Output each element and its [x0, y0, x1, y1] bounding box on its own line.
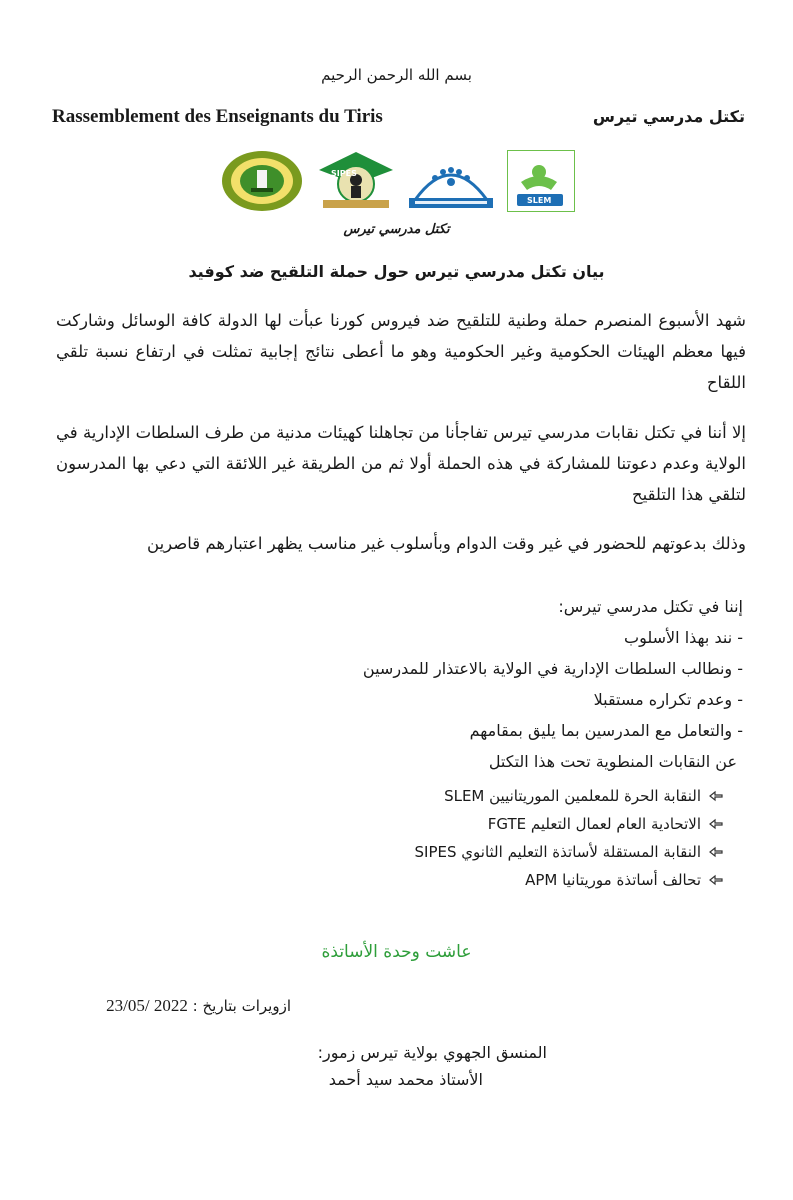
union-name: تحالف أساتذة موريتانيا APM — [525, 871, 701, 889]
demand-item: - والتعامل مع المدرسين بما يليق بمقامهم — [469, 721, 743, 740]
basmala: بسم الله الرحمن الرحيم — [321, 66, 472, 84]
date-label: ازويرات بتاريخ : — [192, 997, 291, 1015]
date-value: 23/05/ 2022 — [106, 996, 188, 1015]
paragraph-1: شهد الأسبوع المنصرم حملة وطنية للتلقيح ضد فيروس كورنا عبأت لها الدولة كافة الوسائل وشاركت فيها معظم الهيئات الحكومية وغير الحكومية وهو ما أعطى نتائج إجابية تمثلت في ارتفاع نسبة تلقي اللقاح — [56, 311, 746, 392]
hand-pointer-icon — [709, 873, 723, 887]
svg-text:SIPES: SIPES — [331, 169, 357, 178]
union-name: النقابة الحرة للمعلمين الموريتانيين SLEM — [444, 787, 701, 805]
signature-title: المنسق الجهوي بولاية تيرس زمور: — [317, 1043, 547, 1062]
sipes-logo — [317, 150, 395, 212]
union-item — [303, 871, 723, 889]
signature-name: الأستاذ محمد سيد أحمد — [328, 1070, 483, 1089]
union-name: الاتحادية العام لعمال التعليم FGTE — [487, 815, 701, 833]
union-name: النقابة المستقلة لأساتذة التعليم الثانوي SIPES — [414, 843, 701, 861]
fgte-logo — [405, 150, 497, 212]
header-title-fr: Rassemblement des Enseignants du Tiris — [52, 106, 383, 127]
date-line — [106, 996, 291, 1016]
demand-item: - نند بهذا الأسلوب — [624, 628, 743, 647]
hand-pointer-icon — [709, 789, 723, 803]
paragraph-2: إلا أننا في تكتل نقابات مدرسي تيرس تفاجأنا من تجاهلنا كهيئات مدنية من طرف السلطات الإدارية في الولاية وعدم دعوتنا للمشاركة في هذه الحملة أولا ثم من الطريقة غير اللائقة التي دعي بها المدرسون لتلقي هذا التلقيح — [56, 423, 746, 504]
header-title-ar: تكتل مدرسي تيرس — [592, 107, 745, 126]
demands-intro: إننا في تكتل مدرسي تيرس: — [558, 597, 743, 616]
apm-logo — [221, 150, 303, 212]
document-title: بيان تكتل مدرسي تيرس حول حملة التلقيح ضد كوفيد — [188, 262, 605, 281]
logo-caption: تكتل مدرسي تيرس — [343, 222, 450, 237]
union-item — [303, 843, 723, 861]
hand-pointer-icon — [709, 817, 723, 831]
hand-pointer-icon — [709, 845, 723, 859]
demand-item: - ونطالب السلطات الإدارية في الولاية بالاعتذار للمدرسين — [362, 659, 743, 678]
demand-item: - وعدم تكراره مستقبلا — [593, 690, 743, 709]
paragraph-3: وذلك بدعوتهم للحضور في غير وقت الدوام وبأسلوب غير مناسب يظهر اعتبارهم قاصرين — [147, 534, 746, 553]
slem-logo — [507, 150, 575, 212]
logos-strip — [215, 150, 605, 216]
union-item — [303, 815, 723, 833]
svg-text:SLEM: SLEM — [527, 196, 552, 205]
unions-intro: عن النقابات المنطوية تحت هذا التكتل — [488, 752, 737, 771]
union-item — [303, 787, 723, 805]
slogan: عاشت وحدة الأساتذة — [321, 942, 472, 962]
